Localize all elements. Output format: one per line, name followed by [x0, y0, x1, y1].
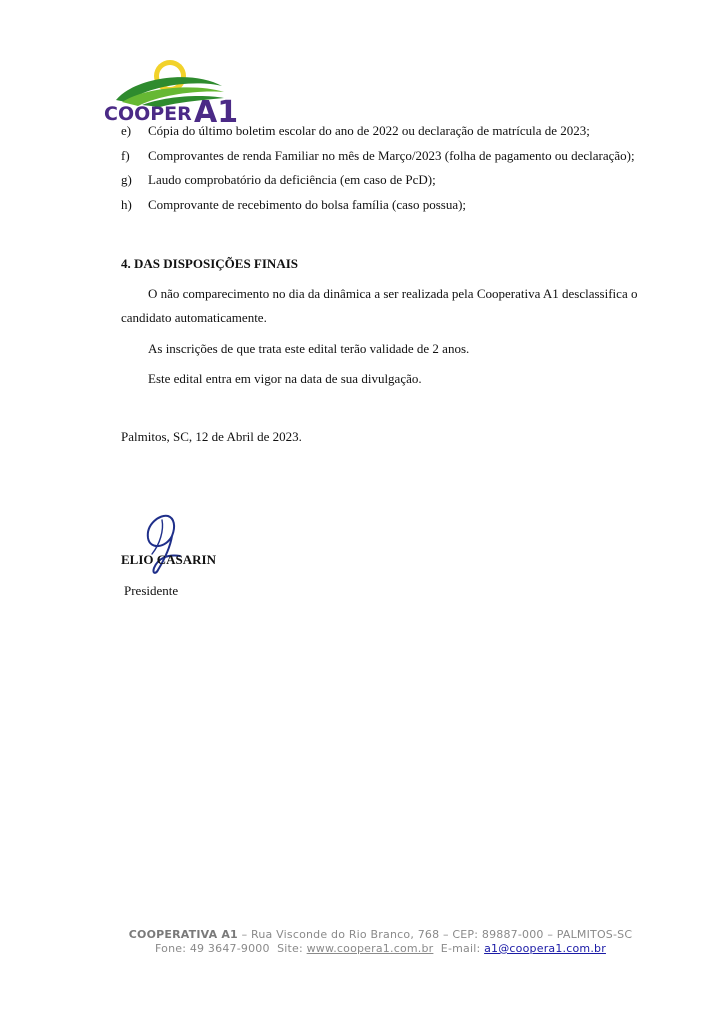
signer-role: Presidente — [124, 583, 179, 598]
logo-text-cooper: COOPER — [104, 103, 192, 124]
list-marker: g) — [121, 172, 132, 187]
section-title: 4. DAS DISPOSIÇÕES FINAIS — [121, 256, 298, 271]
list-item — [121, 124, 681, 149]
footer-site-link[interactable]: www.coopera1.com.br — [306, 942, 434, 955]
list-item — [121, 149, 681, 174]
logo-text-a1: A1 — [194, 95, 238, 124]
list-marker: e) — [121, 123, 132, 138]
list-marker: h) — [121, 196, 132, 212]
footer-company: COOPERATIVA A1 — [128, 928, 238, 941]
list-item-text: Comprovantes de renda Familiar no mês de Março/2023 (folha de pagamento ou declaração); — [148, 147, 635, 163]
footer-address: – Rua Visconde do Rio Branco, 768 – CEP: 89887-000 – PALMITOS-SC — [237, 928, 633, 941]
list-item — [121, 198, 681, 223]
footer-contact-line — [0, 942, 725, 955]
requirements-list — [121, 124, 681, 222]
list-marker: f) — [121, 147, 130, 163]
paragraph-non-attendance: O não comparecimento no dia da dinâmica a ser realizada pela Cooperativa A1 desclassifica o candidato automaticamente. — [121, 286, 638, 325]
footer-phone: Fone: 49 3647-9000 Site: — [155, 942, 307, 955]
footer-address-line — [0, 928, 725, 941]
cooper-a1-logo — [102, 56, 238, 124]
footer-email-link[interactable]: a1@coopera1.com.br — [484, 942, 606, 955]
list-item-text: Comprovante de recebimento do bolsa família (caso possua); — [148, 196, 467, 212]
place-and-date: Palmitos, SC, 12 de Abril de 2023. — [121, 429, 302, 444]
cooper-a1-logo-graphic — [102, 56, 238, 124]
footer-email-label: E-mail: — [433, 942, 485, 955]
paragraph-effective-date: Este edital entra em vigor na data de sua divulgação. — [148, 371, 422, 386]
list-item-text: Laudo comprobatório da deficiência (em caso de PcD); — [148, 172, 436, 187]
signer-name: ELIO CASARIN — [121, 552, 216, 567]
list-item — [121, 173, 681, 198]
paragraph-validity: As inscrições de que trata este edital terão validade de 2 anos. — [148, 341, 470, 356]
list-item-text: Cópia do último boletim escolar do ano de 2022 ou declaração de matrícula de 2023; — [148, 123, 590, 138]
